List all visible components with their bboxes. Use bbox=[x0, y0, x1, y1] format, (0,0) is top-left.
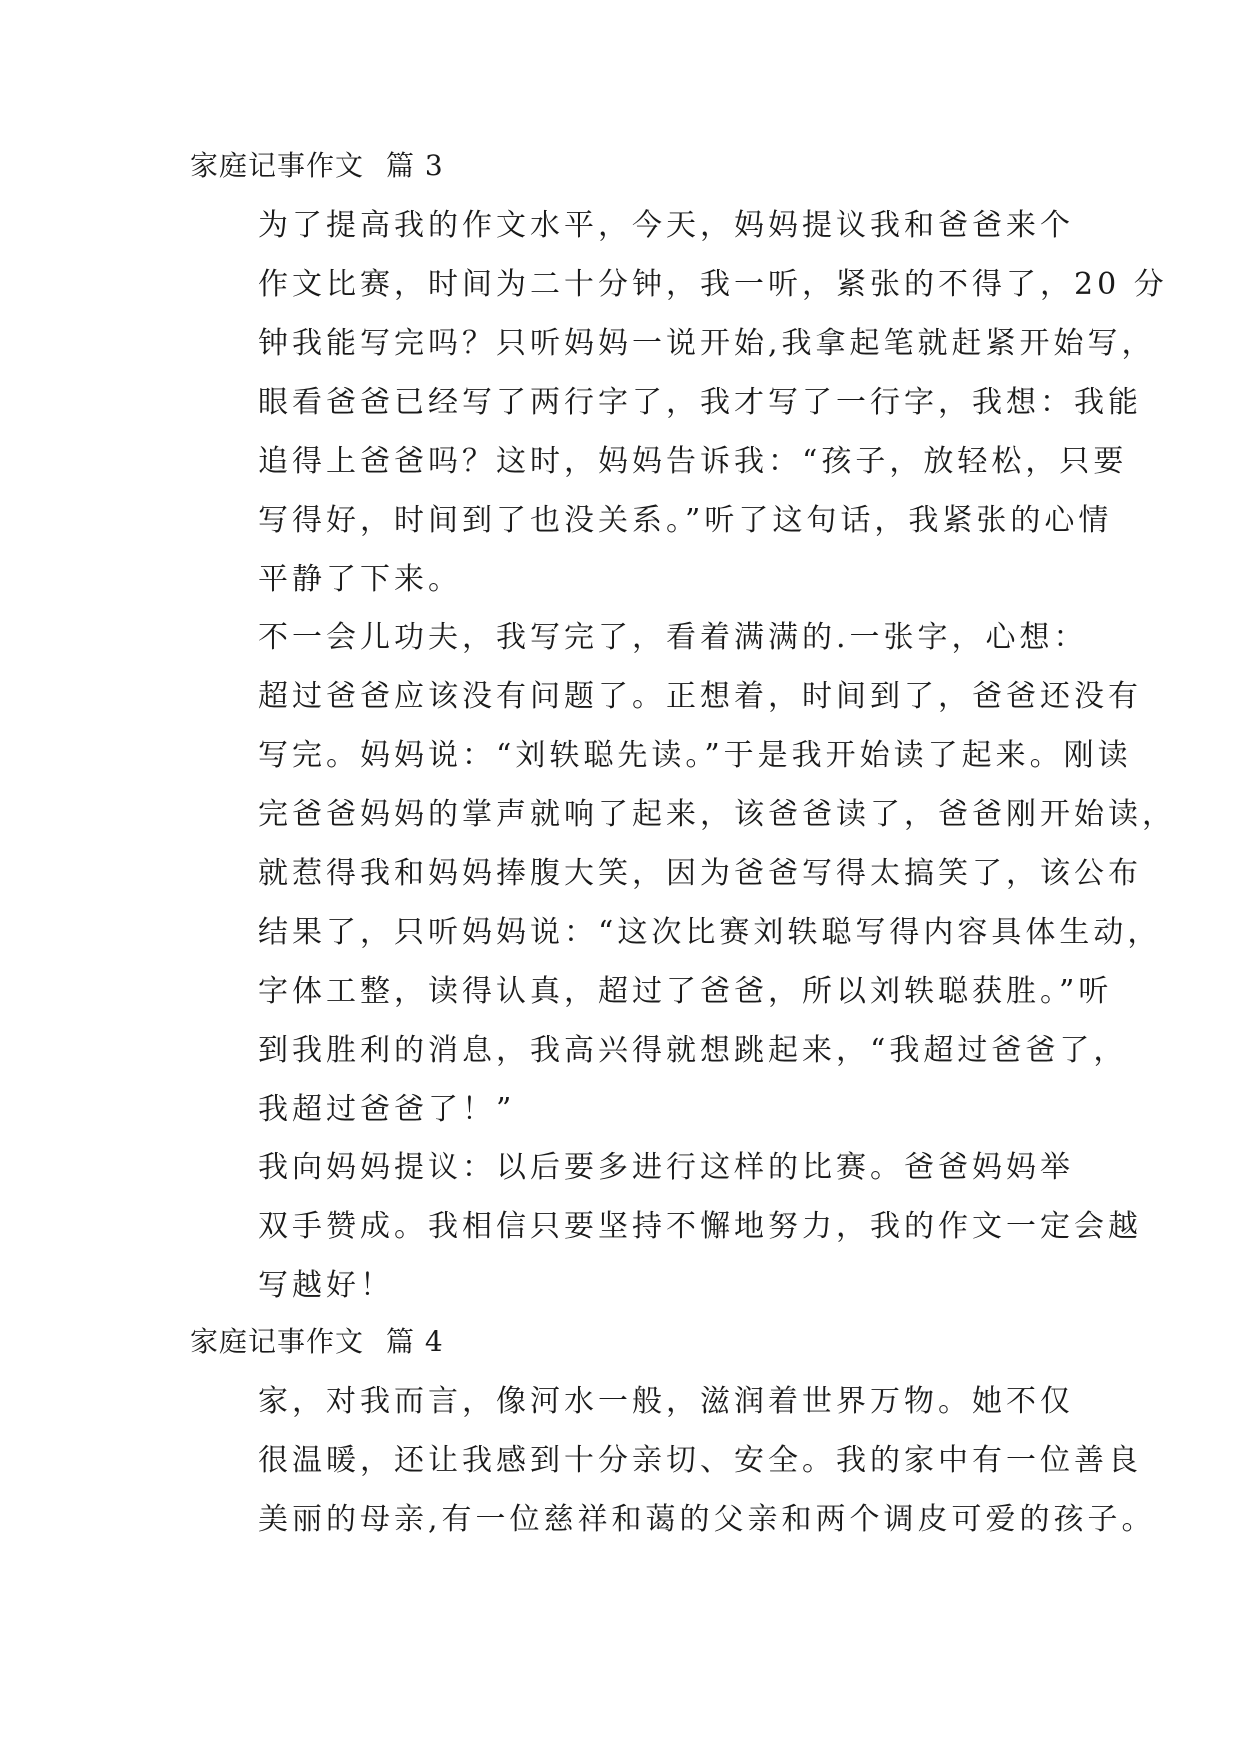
section-title: 家庭记事作文 bbox=[190, 1325, 365, 1358]
section-number: 篇 3 bbox=[386, 149, 444, 182]
section-number: 篇 4 bbox=[386, 1325, 444, 1358]
paragraph-line: 不一会儿功夫，我写完了，看着满满的.一张字，心想： bbox=[258, 620, 1088, 655]
paragraph-line: 就惹得我和妈妈捧腹大笑，因为爸爸写得太搞笑了，该公布 bbox=[258, 856, 1142, 891]
section-title: 家庭记事作文 bbox=[190, 149, 365, 182]
paragraph-line: 结果了，只听妈妈说：“这次比赛刘轶聪写得内容具体生动， bbox=[258, 915, 1162, 950]
paragraph-line: 美丽的母亲,有一位慈祥和蔼的父亲和两个调皮可爱的孩子。 bbox=[258, 1502, 1156, 1537]
paragraph bbox=[190, 608, 1176, 1139]
paragraph-line: 我向妈妈提议：以后要多进行这样的比赛。爸爸妈妈举 bbox=[258, 1150, 1074, 1185]
paragraph-line: 双手赞成。我相信只要坚持不懈地努力，我的作文一定会越 bbox=[258, 1209, 1142, 1244]
section-heading bbox=[190, 146, 444, 186]
section-heading bbox=[190, 1322, 444, 1362]
paragraph-line: 完爸爸妈妈的掌声就响了起来，该爸爸读了，爸爸刚开始读， bbox=[258, 797, 1176, 832]
paragraph-line: 字体工整，读得认真，超过了爸爸，所以刘轶聪获胜。”听 bbox=[258, 974, 1113, 1009]
paragraph-line: 家，对我而言，像河水一般，滋润着世界万物。她不仅 bbox=[258, 1384, 1074, 1419]
paragraph-line: 写完。妈妈说：“刘轶聪先读。”于是我开始读了起来。刚读 bbox=[258, 738, 1132, 773]
paragraph-line: 写得好，时间到了也没关系。”听了这句话，我紧张的心情 bbox=[258, 503, 1113, 538]
paragraph-line: 到我胜利的消息，我高兴得就想跳起来，“我超过爸爸了， bbox=[258, 1033, 1128, 1068]
paragraph bbox=[190, 1372, 1156, 1549]
paragraph-line: 眼看爸爸已经写了两行字了，我才写了一行字，我想：我能 bbox=[258, 385, 1142, 420]
paragraph-line: 平静了下来。 bbox=[258, 562, 462, 597]
paragraph-line: 钟我能写完吗？只听妈妈一说开始,我拿起笔就赶紧开始写， bbox=[258, 326, 1156, 361]
paragraph bbox=[190, 1138, 1142, 1315]
paragraph-line: 追得上爸爸吗？这时，妈妈告诉我：“孩子，放轻松，只要 bbox=[258, 444, 1128, 479]
paragraph-line: 作文比赛，时间为二十分钟，我一听，紧张的不得了，20 分 bbox=[258, 267, 1168, 302]
paragraph-line: 为了提高我的作文水平，今天，妈妈提议我和爸爸来个 bbox=[258, 208, 1074, 243]
paragraph bbox=[190, 196, 1168, 609]
paragraph-line: 很温暖，还让我感到十分亲切、安全。我的家中有一位善良 bbox=[258, 1443, 1142, 1478]
paragraph-line: 我超过爸爸了！” bbox=[258, 1092, 516, 1127]
paragraph-line: 超过爸爸应该没有问题了。正想着，时间到了，爸爸还没有 bbox=[258, 679, 1142, 714]
paragraph-line: 写越好！ bbox=[258, 1268, 394, 1303]
